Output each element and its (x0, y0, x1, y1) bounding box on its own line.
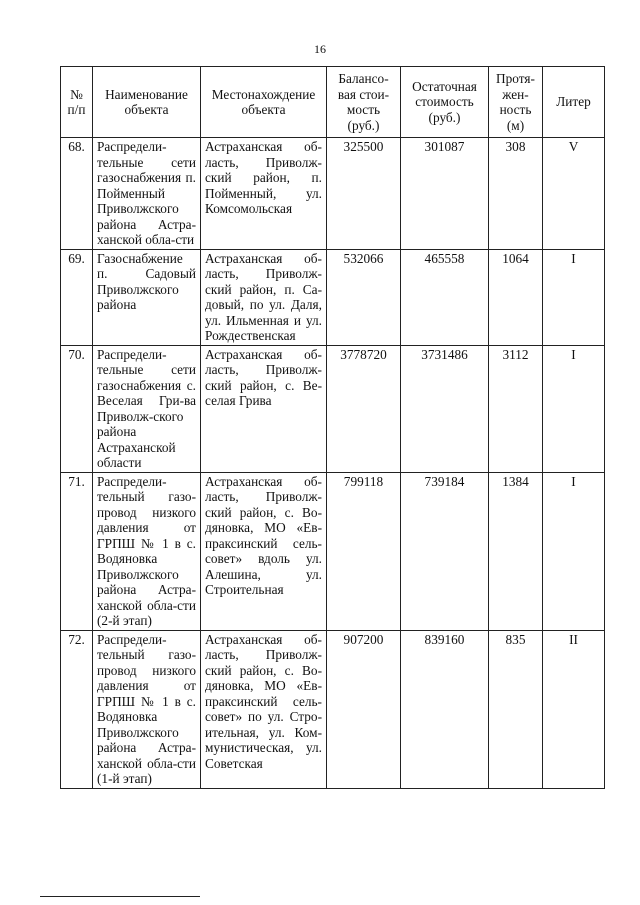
row-name: Распредели-тельный газо-провод низкого давления от ГРПШ № 1 в с. Водяновка Приволжского района Астра-ханской обла-сти (2-й этап) (93, 472, 201, 630)
row-num: 70. (61, 345, 93, 472)
table-row (61, 138, 605, 250)
row-num: 69. (61, 249, 93, 345)
row-num: 68. (61, 138, 93, 250)
table-header-row (61, 67, 605, 138)
row-residual-value: 3731486 (401, 345, 489, 472)
header-location: Местонахождение объекта (201, 67, 327, 138)
table-row (61, 249, 605, 345)
row-balance-value: 532066 (327, 249, 401, 345)
header-num: № п/п (61, 67, 93, 138)
footnote-divider (40, 896, 200, 897)
property-table (60, 66, 605, 789)
header-liter: Литер (543, 67, 605, 138)
row-name: Распредели-тельные сети газоснабжения с. Веселая Гри-ва Приволж-ского района Астраханской области (93, 345, 201, 472)
row-length: 1064 (489, 249, 543, 345)
table-row (61, 345, 605, 472)
row-balance-value: 325500 (327, 138, 401, 250)
row-length: 1384 (489, 472, 543, 630)
row-residual-value: 301087 (401, 138, 489, 250)
row-liter: I (543, 345, 605, 472)
row-residual-value: 739184 (401, 472, 489, 630)
header-name: Наименование объекта (93, 67, 201, 138)
row-length: 308 (489, 138, 543, 250)
row-num: 71. (61, 472, 93, 630)
row-name: Распредели-тельный газо-провод низкого давления от ГРПШ № 1 в с. Водяновка Приволжского района Астра-ханской обла-сти (1-й этап) (93, 630, 201, 788)
row-location: Астраханская об-ласть, Приволж-ский район, п. Са-довый, по ул. Даля, ул. Ильменная и ул. Рождественская (201, 249, 327, 345)
row-num: 72. (61, 630, 93, 788)
row-length: 835 (489, 630, 543, 788)
row-location: Астраханская об-ласть, Приволж-ский район, с. Во-дяновка, МО «Ев-праксинский сель-совет» вдоль ул. Алешина, ул. Строительная (201, 472, 327, 630)
page-number: 16 (314, 42, 326, 56)
row-balance-value: 3778720 (327, 345, 401, 472)
row-location: Астраханская об-ласть, Приволж-ский район, п. Пойменный, ул. Комсомольская (201, 138, 327, 250)
row-liter: I (543, 472, 605, 630)
row-liter: I (543, 249, 605, 345)
row-residual-value: 839160 (401, 630, 489, 788)
row-location: Астраханская об-ласть, Приволж-ский район, с. Ве-селая Грива (201, 345, 327, 472)
row-liter: V (543, 138, 605, 250)
table-row (61, 630, 605, 788)
row-length: 3112 (489, 345, 543, 472)
row-name: Распредели-тельные сети газоснабжения п. Пойменный Приволжского района Астра-ханской обла-сти (93, 138, 201, 250)
row-balance-value: 799118 (327, 472, 401, 630)
row-liter: II (543, 630, 605, 788)
header-residual-value: Остаточная стоимость (руб.) (401, 67, 489, 138)
row-residual-value: 465558 (401, 249, 489, 345)
row-location: Астраханская об-ласть, Приволж-ский район, с. Во-дяновка, МО «Ев-праксинский сель-совет» по ул. Стро-ительная, ул. Ком-мунистическая, ул. Советская (201, 630, 327, 788)
row-name: Газоснабжение п. Садовый Приволжского района (93, 249, 201, 345)
row-balance-value: 907200 (327, 630, 401, 788)
header-balance-value: Балансо-вая стои-мость (руб.) (327, 67, 401, 138)
table-row (61, 472, 605, 630)
header-length: Протя-жен-ность (м) (489, 67, 543, 138)
